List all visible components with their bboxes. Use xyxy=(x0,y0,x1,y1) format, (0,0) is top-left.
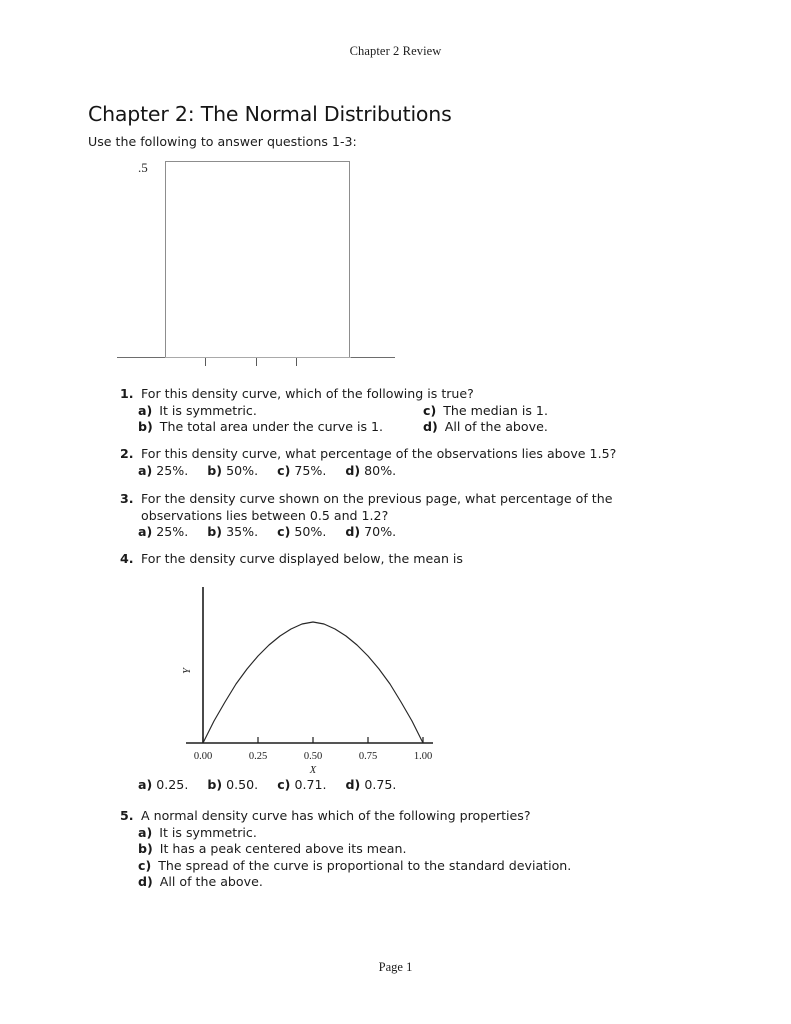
option-letter: a) xyxy=(138,462,153,478)
option-letter: c) xyxy=(277,462,291,478)
option-letter: a) xyxy=(138,402,153,418)
question-2-options xyxy=(138,463,616,480)
question-1-options xyxy=(138,403,608,437)
option-text: 0.25. xyxy=(156,777,189,792)
option-letter: d) xyxy=(138,874,153,890)
option-text: 0.75. xyxy=(364,777,397,792)
question-4-options xyxy=(138,777,396,794)
parabola-curve xyxy=(203,622,423,743)
option-text: 0.71. xyxy=(294,777,327,792)
option-letter: b) xyxy=(138,841,153,857)
question-1-option-c[interactable] xyxy=(423,403,653,420)
option-letter: c) xyxy=(138,857,152,873)
option-letter: d) xyxy=(345,777,361,792)
question-5-number: 5. xyxy=(120,808,134,823)
question-2-option-a[interactable] xyxy=(138,463,188,478)
question-2 xyxy=(120,446,616,479)
option-text: It is symmetric. xyxy=(159,824,257,840)
question-1 xyxy=(120,386,608,437)
page-footer: Page 1 xyxy=(378,960,413,974)
question-2-prompt xyxy=(120,446,616,463)
parabola-x-ticks xyxy=(203,737,423,743)
uniform-density-rectangle xyxy=(165,161,350,357)
option-letter: d) xyxy=(345,524,361,540)
question-3-option-d[interactable] xyxy=(345,524,396,539)
uniform-density-chart xyxy=(110,155,410,370)
option-text: 80%. xyxy=(364,462,397,478)
question-5-text: A normal density curve has which of the following properties? xyxy=(141,808,531,823)
option-text: It is symmetric. xyxy=(159,402,257,418)
question-4-text: For the density curve displayed below, the mean is xyxy=(141,551,463,566)
question-3-options xyxy=(138,524,690,541)
parabola-tick-label: 0.00 xyxy=(193,751,213,762)
option-text: The spread of the curve is proportional to the standard deviation. xyxy=(158,857,572,873)
question-1-text: For this density curve, which of the following is true? xyxy=(141,386,474,401)
uniform-chart-tick xyxy=(256,358,257,366)
option-text: 70%. xyxy=(364,524,397,540)
question-5-option-b[interactable] xyxy=(138,841,571,858)
page-title: Chapter 2: The Normal Distributions xyxy=(88,101,452,126)
question-3-option-a[interactable] xyxy=(138,524,188,539)
option-text: 0.50. xyxy=(226,777,259,792)
question-5 xyxy=(120,808,571,891)
question-4-option-a[interactable] xyxy=(138,777,188,792)
uniform-chart-tick xyxy=(205,358,206,366)
option-letter: c) xyxy=(277,777,291,792)
option-text: All of the above. xyxy=(444,419,548,435)
question-4-option-b[interactable] xyxy=(207,777,258,792)
question-4-prompt xyxy=(120,551,463,568)
running-header: Chapter 2 Review xyxy=(349,44,442,58)
option-letter: a) xyxy=(138,524,153,540)
question-5-prompt xyxy=(120,808,571,825)
parabola-x-axis-title: X xyxy=(309,765,317,776)
option-letter: a) xyxy=(138,824,153,840)
uniform-chart-tick xyxy=(296,358,297,366)
option-letter: b) xyxy=(207,777,223,792)
question-3-prompt xyxy=(120,491,690,524)
question-2-option-b[interactable] xyxy=(207,463,258,478)
option-letter: b) xyxy=(207,462,223,478)
question-4-option-c[interactable] xyxy=(277,777,326,792)
question-3-number: 3. xyxy=(120,491,134,506)
uniform-chart-baseline-inner xyxy=(165,357,351,358)
option-text: All of the above. xyxy=(159,874,263,890)
option-text: It has a peak centered above its mean. xyxy=(159,841,407,857)
option-text: 25%. xyxy=(156,524,189,540)
option-letter: d) xyxy=(423,419,438,435)
question-5-option-c[interactable] xyxy=(138,858,571,875)
parabola-tick-label: 1.00 xyxy=(413,751,433,762)
question-1-number: 1. xyxy=(120,386,134,401)
intro-instruction: Use the following to answer questions 1-3: xyxy=(88,134,357,149)
parabola-tick-label: 0.25 xyxy=(248,751,268,762)
option-letter: d) xyxy=(345,462,361,478)
question-1-option-b[interactable] xyxy=(138,419,438,436)
option-text: The median is 1. xyxy=(443,402,548,418)
option-letter: c) xyxy=(423,402,437,418)
question-5-option-d[interactable] xyxy=(138,874,571,891)
question-2-number: 2. xyxy=(120,446,134,461)
question-4-number: 4. xyxy=(120,551,134,566)
question-5-option-a[interactable] xyxy=(138,825,571,842)
question-3-text: For the density curve shown on the previous page, what percentage of the observations lies between 0.5 and 1.2? xyxy=(141,491,613,523)
option-letter: b) xyxy=(138,419,153,435)
option-text: 25%. xyxy=(156,462,189,478)
parabola-tick-label: 0.75 xyxy=(358,751,378,762)
question-2-option-d[interactable] xyxy=(345,463,396,478)
question-1-prompt xyxy=(120,386,608,403)
parabolic-density-chart xyxy=(168,583,468,778)
option-text: 50%. xyxy=(226,462,259,478)
option-text: The total area under the curve is 1. xyxy=(159,419,384,435)
question-2-text: For this density curve, what percentage of the observations lies above 1.5? xyxy=(141,446,617,461)
option-letter: c) xyxy=(277,524,291,540)
parabola-y-axis-title: Y xyxy=(182,668,193,674)
question-3 xyxy=(120,491,690,541)
question-3-option-b[interactable] xyxy=(207,524,258,539)
question-4 xyxy=(120,551,463,568)
uniform-chart-y-label: .5 xyxy=(138,160,148,175)
question-4-answers xyxy=(120,777,396,794)
option-letter: a) xyxy=(138,777,153,792)
question-2-option-c[interactable] xyxy=(277,463,326,478)
parabola-tick-label: 0.50 xyxy=(303,751,323,762)
option-text: 35%. xyxy=(226,524,259,540)
option-text: 50%. xyxy=(294,524,327,540)
question-1-option-a[interactable] xyxy=(138,403,438,420)
option-letter: b) xyxy=(207,524,223,540)
question-3-option-c[interactable] xyxy=(277,524,326,539)
question-4-option-d[interactable] xyxy=(346,777,397,792)
question-1-option-d[interactable] xyxy=(423,419,653,436)
option-text: 75%. xyxy=(294,462,327,478)
